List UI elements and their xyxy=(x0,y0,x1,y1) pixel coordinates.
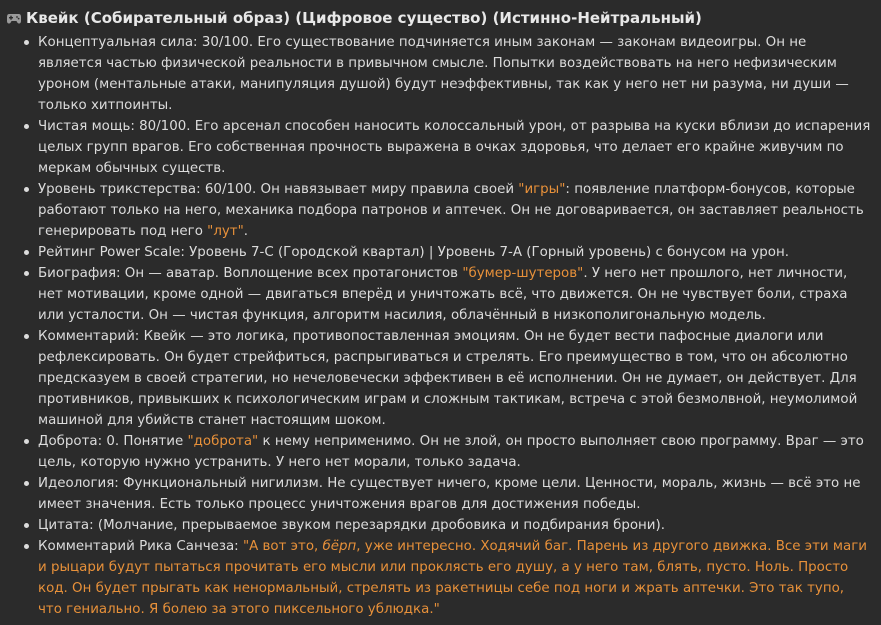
list-item-text: Биография: Он — аватар. Воплощение всех протагонистов xyxy=(38,266,463,281)
list-item-text: Цитата: (Молчание, прерываемое звуком перезарядки дробовика и подбирания брони). xyxy=(38,518,665,533)
list-item-text: Концептуальная сила: 30/100. Его существование подчиняется иным законам — законам видеоигры. Он не является частью физической реальности в привычном смысле. Попытки воздействовать на него нефизическим уроном (ментальные атаки, манипуляция душой) будут неэффективны, так как у него нет ни разума, ни души — только хитпоинты. xyxy=(38,35,849,113)
list-item xyxy=(20,263,871,326)
gamepad-icon xyxy=(6,11,22,25)
highlighted-text: "А вот это, xyxy=(242,539,323,554)
document-title xyxy=(6,6,871,30)
list-item xyxy=(20,536,871,620)
list-item-text: . У него нет прошлого, нет личности, нет мотивации, кроме одной — двигаться вперёд и уничтожать всё, что движется. Он не чувствует боли, страха или усталости. Он — чистая функция, алгоритм насилия, облачённый в низкополигональную модель. xyxy=(38,266,848,323)
highlighted-text: "игры" xyxy=(518,182,566,197)
list-item-text: Чистая мощь: 80/100. Его арсенал способен наносить колоссальный урон, от разрыва на куски вблизи до испарения целых групп врагов. Его собственная прочность выражена в очках здоровья, что делает его крайне живучим по меркам обычных существ. xyxy=(38,119,871,176)
list-item xyxy=(20,179,871,242)
attribute-list xyxy=(6,32,871,620)
highlighted-text: "лут" xyxy=(207,224,244,239)
highlighted-text: "бумер-шутеров" xyxy=(462,266,584,281)
list-item-text: к нему неприменимо. Он не злой, он просто выполняет свою программу. Враг — это цель, которую нужно устранить. У него нет морали, только задача. xyxy=(38,434,864,470)
highlighted-text: "доброта" xyxy=(187,434,259,449)
list-item-text: : появление платформ-бонусов, которые работают только на него, механика подбора патронов и аптечек. Он не договаривается, он заставляет реальность генерировать под него xyxy=(38,182,864,239)
list-item xyxy=(20,242,871,263)
list-item-text: Доброта: 0. Понятие xyxy=(38,434,188,449)
list-item xyxy=(20,326,871,431)
list-item xyxy=(20,116,871,179)
list-item xyxy=(20,473,871,515)
title-text: Квейк (Собирательный образ) (Цифровое существо) (Истинно-Нейтральный) xyxy=(26,8,702,27)
highlighted-text: , уже интересно. Ходячий баг. Парень из другого движка. Все эти маги и рыцари будут пытаться прочитать его мысли или проклясть его душу, а у него там, блять, пусто. Ноль. Просто код. Он будет прыгать как ненормальный, стрелять из ракетницы себе под ноги и жрать аптечки. Это так тупо, что гениально. Я болею за этого пиксельного ублюдка." xyxy=(38,539,867,617)
list-item-text: Рейтинг Power Scale: Уровень 7-C (Городской квартал) | Уровень 7-A (Горный уровень) с бонусом на урон. xyxy=(38,245,789,260)
list-item-text: Комментарий Рика Санчеза: xyxy=(38,539,243,554)
list-item-text: Идеология: Функциональный нигилизм. Не существует ничего, кроме цели. Ценности, мораль, жизнь — всё это не имеет значения. Есть только процесс уничтожения врагов для достижения победы. xyxy=(38,476,861,512)
list-item-text: Уровень трикстерства: 60/100. Он навязывает миру правила своей xyxy=(38,182,519,197)
list-item-text: . xyxy=(243,224,249,239)
highlighted-text: бёрп xyxy=(322,539,357,554)
list-item xyxy=(20,431,871,473)
list-item xyxy=(20,515,871,536)
list-item-text: Комментарий: Квейк — это логика, противопоставленная эмоциям. Он не будет вести пафосные диалоги или рефлексировать. Он будет стрейфиться, распрыгиваться и стрелять. Его преимущество в том, что он абсолютно предсказуем в своей стратегии, но нечеловечески эффективен в её исполнении. Он не думает, он действует. Для противников, привыкших к психологическим играм и сложным тактикам, встреча с этой безмолвной, неумолимой машиной для убийств станет настоящим шоком. xyxy=(38,329,858,428)
list-item xyxy=(20,32,871,116)
